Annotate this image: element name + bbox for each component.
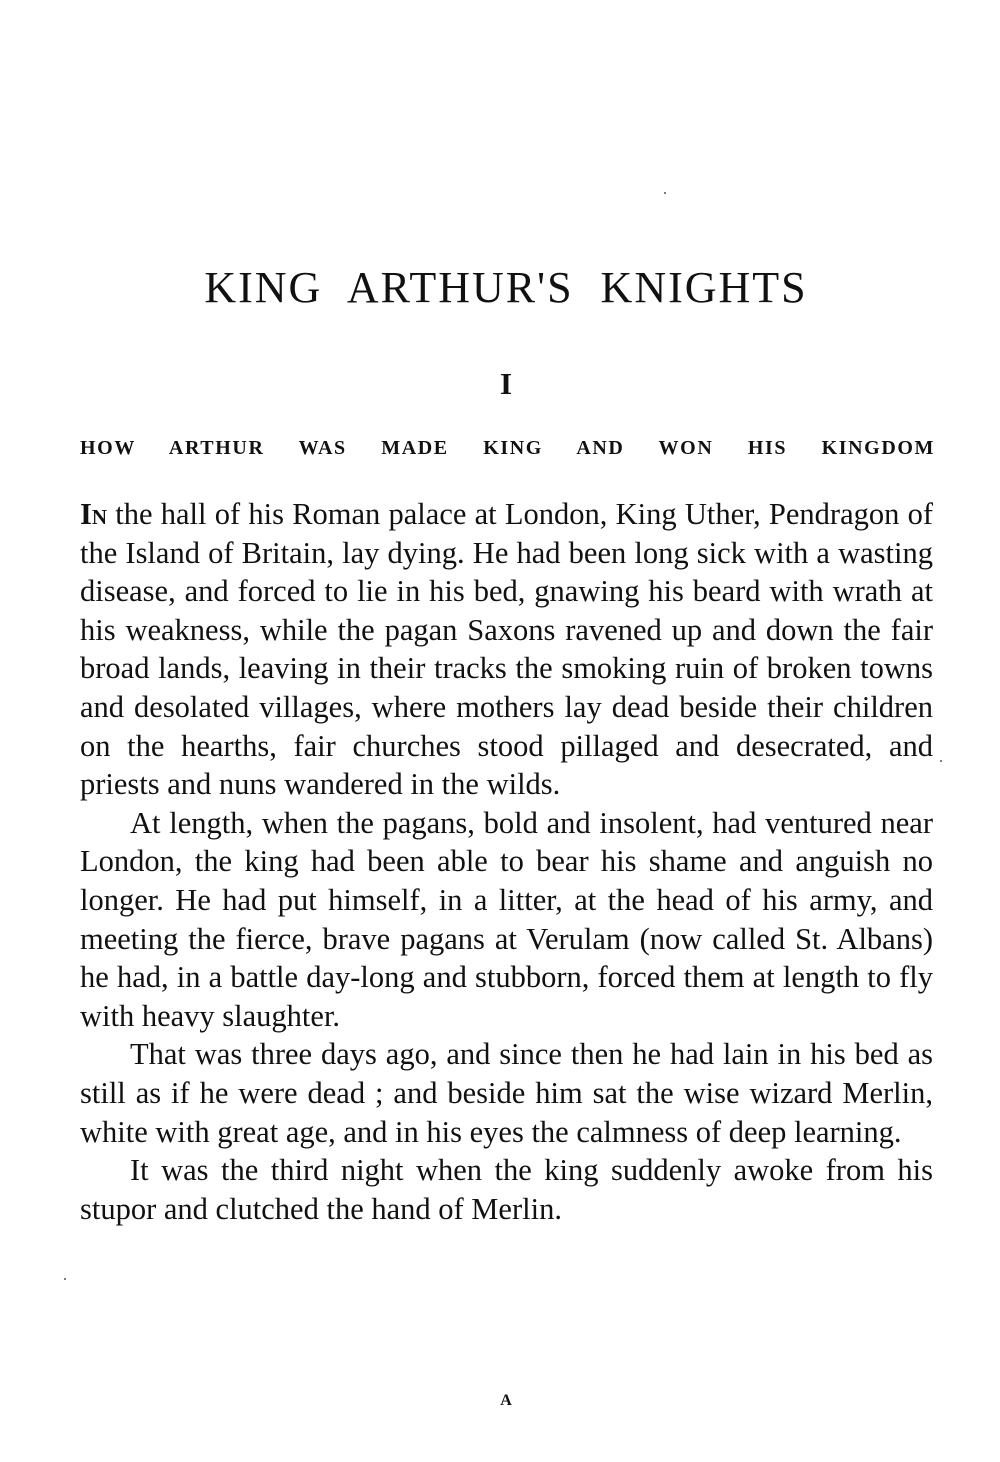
paragraph-2: At length, when the pagans, bold and insolent, had ventured near London, the king had been able to bear his shame and anguish no longer. He had put himself, in a litter, at the head of his army, and meeting the fierce, brave pagans at Verulam (now called St. Albans) he had, in a battle day-long and stubborn, forced them at length to fly with heavy slaughter. [80, 805, 933, 1033]
paragraph-3: That was three days ago, and since then he had lain in his bed as still as if he were dead ; and beside him sat the wise wizard Merlin, white with great age, and in his eyes the calmness of deep learning. [80, 1037, 933, 1149]
paper-speck [940, 760, 942, 762]
paper-speck [64, 1278, 66, 1280]
chapter-title: HOW ARTHUR WAS MADE KING AND WON HIS KINGDOM [80, 437, 935, 459]
book-title: KING ARTHUR'S KNIGHTS [204, 263, 808, 312]
chapter-number: I [499, 366, 513, 401]
signature-mark: A [500, 1392, 512, 1409]
chapter-body [80, 495, 933, 1228]
paragraph-1 [80, 495, 933, 804]
paper-speck [664, 192, 666, 194]
paragraph-1-text: the hall of his Roman palace at London, King Uther, Pendragon of the Island of Britain, lay dying. He had been long sick with a wasting disease, and forced to lie in his bed, gnawing his beard with wrath at his weakness, while the pagan Saxons ravened up and down the fair broad lands, leaving in their tracks the smoking ruin of broken towns and desolated villages, where mothers lay dead beside their children on the hearths, fair churches stood pillaged and desecrated, and priests and nuns wandered in the wilds. [80, 497, 933, 802]
paragraph-4: It was the third night when the king suddenly awoke from his stupor and clutched the hand of Merlin. [80, 1153, 933, 1226]
opening-word: In [80, 497, 108, 531]
